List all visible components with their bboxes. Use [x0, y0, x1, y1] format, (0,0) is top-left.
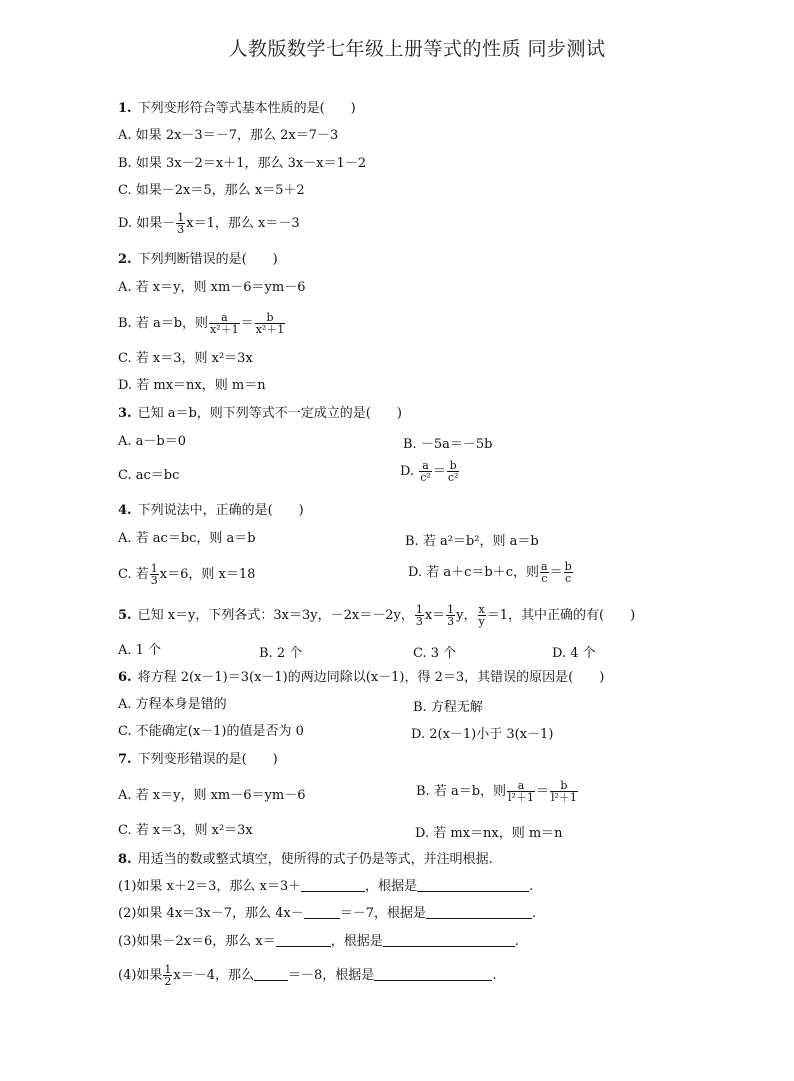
fraction: $\frac{1}{3}$	[177, 211, 185, 236]
q1-option-b: B. 如果 3x－2＝x＋1，那么 3x－x＝1－2	[118, 156, 367, 171]
question-text: 下列判断错误的是( )	[137, 252, 278, 267]
question-number: 3.	[118, 406, 132, 421]
q8-line-4: (4)如果 $\frac{1}{2}$ x＝－4，那么 ＝－8，根据是 .	[118, 963, 497, 988]
answer-blank[interactable]	[417, 878, 529, 892]
q2-option-a: A. 若 x＝y，则 xm－6＝ym－6	[118, 280, 306, 295]
question-2-stem	[118, 251, 278, 269]
fraction: $\frac{1}{3}$	[447, 603, 455, 628]
fraction: $\frac{b}{c}$	[564, 560, 572, 585]
q6-option-d: D. 2(x－1)小于 3(x－1)	[411, 727, 554, 742]
question-number: 4.	[118, 503, 132, 518]
fraction: $\frac{1}{2}$	[164, 963, 172, 988]
question-text: 下列说法中，正确的是( )	[137, 503, 304, 518]
question-text: 下列变形错误的是( )	[137, 752, 278, 767]
question-6-stem	[118, 669, 604, 687]
q7-option-c: C. 若 x＝3，则 x²＝3x	[118, 823, 253, 838]
page-title: 人教版数学七年级上册等式的性质 同步测试	[228, 38, 606, 60]
fraction: $\frac{b}{\text{x²＋1}}$	[255, 311, 285, 336]
answer-blank[interactable]	[426, 905, 532, 919]
answer-blank[interactable]	[383, 933, 515, 947]
q6-option-a: A. 方程本身是错的	[118, 697, 227, 712]
question-text: 用适当的数或整式填空，使所得的式子仍是等式，并注明根据.	[137, 852, 493, 867]
q4-option-c: C. 若 $\frac{1}{3}$ x＝6，则 x＝18	[118, 562, 256, 587]
q8-line-1: (1)如果 x＋2＝3，那么 x＝3＋ ，根据是 .	[118, 879, 534, 894]
question-4-stem	[118, 502, 304, 520]
q5-option-a: A. 1 个	[118, 643, 162, 658]
question-text: 下列变形符合等式基本性质的是( )	[137, 101, 356, 116]
q7-option-d: D. 若 mx＝nx，则 m＝n	[415, 826, 563, 841]
fraction: $\frac{1}{3}$	[150, 562, 158, 587]
q3-option-d: D. $\frac{a}{\text{c²}}$ ＝ $\frac{b}{\text{c²}}$	[400, 459, 459, 484]
question-text: 已知 a＝b，则下列等式不一定成立的是( )	[137, 406, 402, 421]
question-1-stem	[118, 100, 356, 118]
q1-option-c: C. 如果－2x＝5，那么 x＝5＋2	[118, 183, 305, 198]
question-number: 6.	[118, 670, 132, 685]
q8-line-3: (3)如果－2x＝6，那么 x＝ ，根据是 .	[118, 934, 519, 949]
question-8-stem	[118, 851, 493, 869]
q1-option-d: D. 如果－ $\frac{1}{3}$ x＝1，那么 x＝－3	[118, 211, 300, 236]
answer-blank[interactable]	[304, 905, 340, 919]
q4-option-a: A. 若 ac＝bc，则 a＝b	[118, 531, 256, 546]
q5-option-b: B. 2 个	[259, 646, 303, 661]
q8-line-2: (2)如果 4x＝3x－7，那么 4x－ ＝－7，根据是 .	[118, 906, 537, 921]
question-number: 2.	[118, 252, 132, 267]
q1-option-a: A. 如果 2x－3＝－7，那么 2x＝7－3	[118, 128, 339, 143]
q6-option-c: C. 不能确定(x－1)的值是否为 0	[118, 724, 304, 739]
question-number: 8.	[118, 852, 132, 867]
q6-option-b: B. 方程无解	[413, 700, 483, 715]
fraction: $\frac{x}{y}$	[478, 603, 485, 628]
fraction: $\frac{b}{\text{c²}}$	[447, 459, 459, 484]
fraction: $\frac{a}{c}$	[541, 560, 548, 585]
fraction: $\frac{b}{\text{l²＋1}}$	[550, 779, 577, 804]
question-number: 1.	[118, 101, 132, 116]
q7-option-a: A. 若 x＝y，则 xm－6＝ym－6	[118, 788, 306, 803]
q3-option-a: A. a－b＝0	[118, 434, 186, 449]
question-number: 7.	[118, 752, 132, 767]
q4-option-d: D. 若 a＋c＝b＋c，则 $\frac{a}{c}$ ＝ $\frac{b}{c}$	[408, 560, 572, 585]
q2-option-d: D. 若 mx＝nx，则 m＝n	[118, 378, 266, 393]
q3-option-c: C. ac＝bc	[118, 468, 180, 483]
answer-blank[interactable]	[254, 967, 288, 981]
question-5-stem: 5. 已知 x＝y，下列各式：3x＝3y，－2x＝－2y， $\frac{1}{3}$ x＝ $\frac{1}{3}$ y， $\frac{x}{y}$ ＝1，其中正确的有( )	[118, 603, 636, 628]
answer-blank[interactable]	[374, 967, 492, 981]
question-7-stem	[118, 751, 278, 769]
fraction: $\frac{a}{\text{x²＋1}}$	[210, 311, 239, 336]
fraction: $\frac{a}{\text{l²＋1}}$	[508, 779, 534, 804]
q3-option-b: B. －5a＝－5b	[403, 437, 493, 452]
q2-option-b: B. 若 a＝b，则 $\frac{a}{\text{x²＋1}}$ ＝ $\frac{b}{\text{x²＋1}}$	[118, 311, 285, 336]
answer-blank[interactable]	[276, 933, 331, 947]
q5-option-c: C. 3 个	[413, 646, 457, 661]
q7-option-b: B. 若 a＝b，则 $\frac{a}{\text{l²＋1}}$ ＝ $\frac{b}{\text{l²＋1}}$	[416, 779, 577, 804]
q2-option-c: C. 若 x＝3，则 x²＝3x	[118, 351, 253, 366]
fraction: $\frac{1}{3}$	[415, 603, 423, 628]
q5-option-d: D. 4 个	[552, 646, 596, 661]
q4-option-b: B. 若 a²＝b²，则 a＝b	[405, 534, 539, 549]
question-3-stem	[118, 405, 402, 423]
fraction: $\frac{a}{\text{c²}}$	[420, 459, 431, 484]
question-text: 将方程 2(x－1)＝3(x－1)的两边同除以(x－1)，得 2＝3，其错误的原因是( )	[137, 670, 605, 685]
answer-blank[interactable]	[301, 878, 365, 892]
question-number: 5.	[118, 608, 132, 623]
